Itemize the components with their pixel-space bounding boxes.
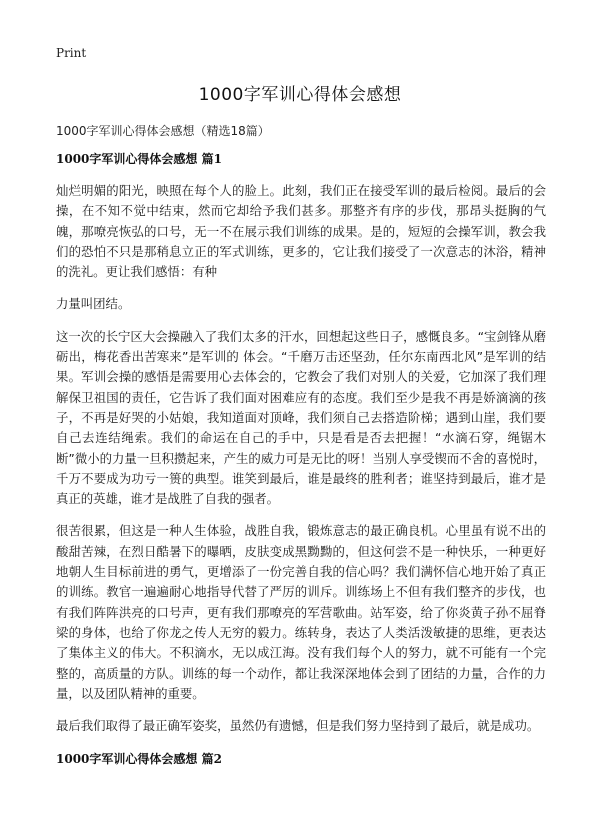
- page-title: 1000字军训心得体会感想: [198, 85, 402, 105]
- section-heading-2: 1000字军训心得体会感想 篇2: [56, 752, 222, 767]
- paragraph-1: 灿烂明媚的阳光，映照在每个人的脸上。此刻，我们正在接受军训的最后检阅。最后的会操，在不知不觉中结束，然而它却给予我们甚多。那整齐有序的步伐，那昂头挺胸的气魄，那嘹亮恢弘的口号，无一不在展示我们训练的成果。是的，短短的会操军训，教会我们的恐怕不只是那稍息立正的军式训练，更多的，它让我们接受了一次意志的沐浴，精神的洗礼。更让我们感悟：有种: [56, 183, 546, 280]
- paragraph-5: 最后我们取得了最正确军姿奖，虽然仍有遗憾，但是我们努力坚持到了最后，就是成功。: [56, 718, 540, 734]
- paragraph-4: 很苦很累，但这是一种人生体验，战胜自我，锻炼意志的最正确良机。心里虽有说不出的酸甜苦辣，在烈日酷暑下的曝晒，皮肤变成黑黝黝的，但这何尝不是一种快乐，一种更好地朝人生目标前进的勇气，更增添了一份完善自我的信心吗？我们满怀信心地开始了真正的训练。教官一遍遍耐心地指导代替了严厉的训斥。训练场上不但有我们整齐的步伐，也有我们阵阵洪亮的口号声，更有我们那嘹亮的军营歌曲。站军姿，给了你炎黄子孙不屈脊梁的身体，也给了你龙之传人无穷的毅力。练转身，表达了人类活泼敏捷的思维，更表达了集体主义的伟大。不积滴水，无以成江海。没有我们每个人的努力，就不可能有一个完整的，高质量的方队。训练的每一个动作，都让我深深地体会到了团结的力量，合作的力量，以及团队精神的重要。: [56, 523, 546, 701]
- paragraph-3: 这一次的长宁区大会操融入了我们太多的汗水，回想起这些日子，感慨良多。“宝剑锋从磨砺出，梅花香出苦寒来”是军训的 体会。“千磨万击还坚劲，任尔东南西北风”是军训的结果。军训会操的感悟是需要用心去体会的，它教会了我们对别人的关爱，它加深了我们理解保卫祖国的责任，它告诉了我们面对困难应有的态度。我们至少是我不再是娇滴滴的孩子，不再是好哭的小姑娘，我知道面对顶峰，我们须自己去搭造阶梯；遇到山崖，我们要自己去连结绳索。我们的命运在自己的手中，只是看是否去把握！“水滴石穿，绳锯木断”微小的力量一旦积攒起来，产生的威力可是无比的呀！当别人享受锲而不舍的喜悦时，千万不要成为功亏一篑的典型。谁笑到最后，谁是最终的胜利者；谁坚持到最后，谁才是真正的英雄，谁才是战胜了自我的强者。: [56, 328, 546, 507]
- section-heading-1: 1000字军训心得体会感想 篇1: [56, 152, 222, 166]
- print-link[interactable]: Print: [56, 46, 87, 60]
- document-subtitle: 1000字军训心得体会感想（精选18篇）: [56, 124, 270, 138]
- article-body: [56, 150, 546, 781]
- paragraph-2: 力量叫团结。: [56, 296, 131, 312]
